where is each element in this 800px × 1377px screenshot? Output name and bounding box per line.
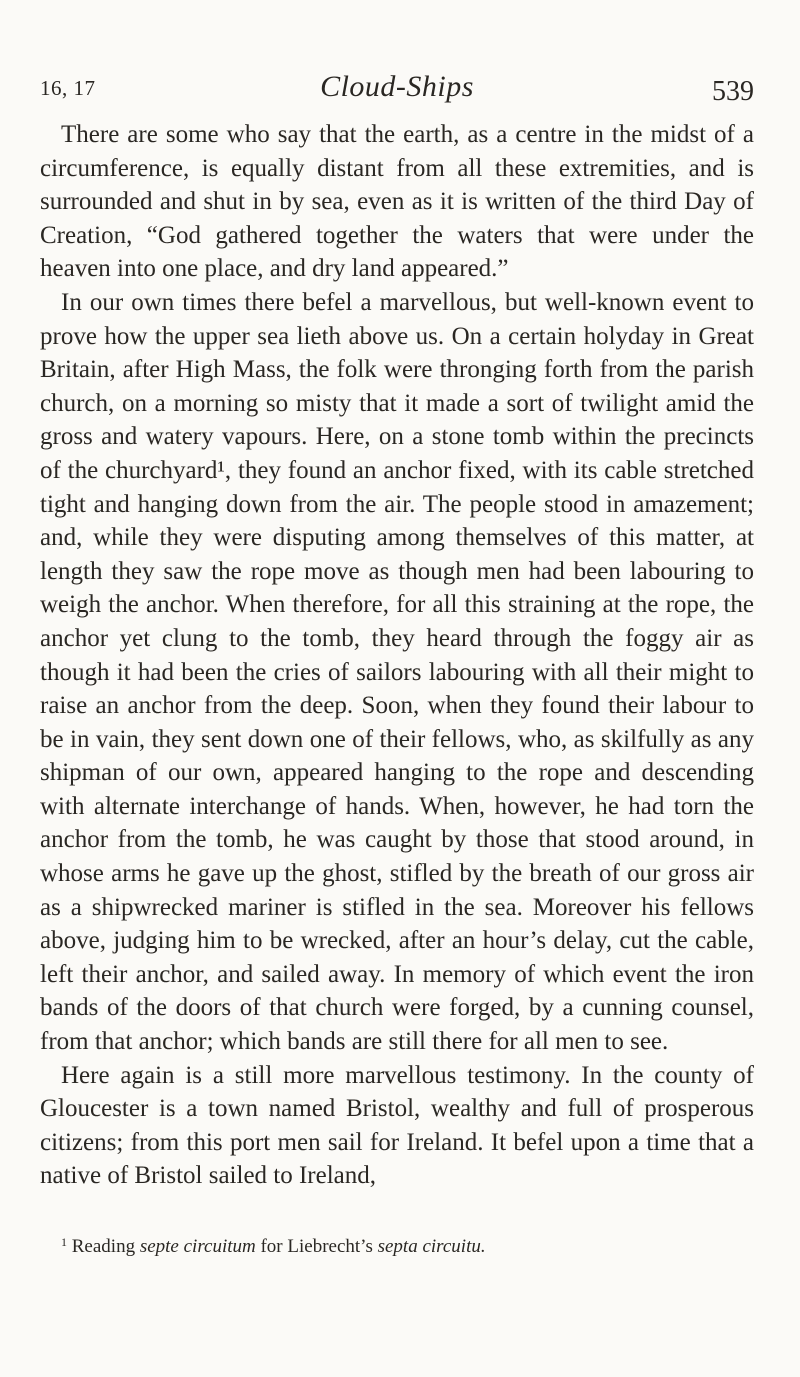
footnote-reading: septe circuitum [139,1236,256,1257]
body-text [40,118,754,1193]
paragraph-earth-centre: There are some who say that the earth, as a centre in the midst of a circumference, is equally distant from all these extremities, and is surrounded and shut in by sea, even as it is written of the third Day of Creation, “God gathered together the waters that were under the heaven into one place, and dry land appeared.” [40,121,754,283]
footnote-liebrecht-reading: septa circuitu. [377,1236,486,1257]
section-numbers: 16, 17 [40,76,96,100]
footnote-text: for Liebrecht’s [255,1236,378,1257]
footnote [40,1230,754,1259]
page-number: 539 [712,76,754,107]
footnote-marker: 1 [61,1235,67,1249]
chapter-title: Cloud-Ships [320,70,474,103]
paragraph-anchor-story: In our own times there befel a marvellous, but well-known event to prove how the upper sea lieth above us. On a certain holyday in Great Britain, after High Mass, the folk were thronging forth from the parish church, on a morning so misty that it made a sort of twilight amid the gross and watery vapours. Here, on a stone tomb within the precincts of the churchyard¹, they found an anchor fixed, with its cable stretched tight and hanging down from the air. The people stood in amazement; and, while they were disputing among themselves of this matter, at length they saw the rope move as though men had been labouring to weigh the anchor. When therefore, for all this straining at the rope, the anchor yet clung to the tomb, they heard through the foggy air as though it had been the cries of sailors labouring with all their might to raise an anchor from the deep. Soon, when they found their labour to be in vain, they sent down one of their fellows, who, as skilfully as any shipman of our own, appeared hanging to the rope and descending with alternate interchange of hands. When, however, he had torn the anchor from the tomb, he was caught by those that stood around, in whose arms he gave up the ghost, stifled by the breath of our gross air as a shipwrecked mariner is stifled in the sea. Moreover his fellows above, judging him to be wrecked, after an hour’s delay, cut the cable, left their anchor, and sailed away. In memory of which event the iron bands of the doors of that church were forged, by a cunning counsel, from that anchor; which bands are still there for all men to see. [40,288,754,1056]
paragraph-bristol: Here again is a still more marvellous testimony. In the county of Gloucester is a town named Bristol, wealthy and full of prosperous citizens; from this port men sail for Ireland. It befel upon a time that a native of Bristol sailed to Ireland, [40,1061,754,1190]
running-head [40,64,754,107]
footnote-text: Reading [71,1236,140,1257]
